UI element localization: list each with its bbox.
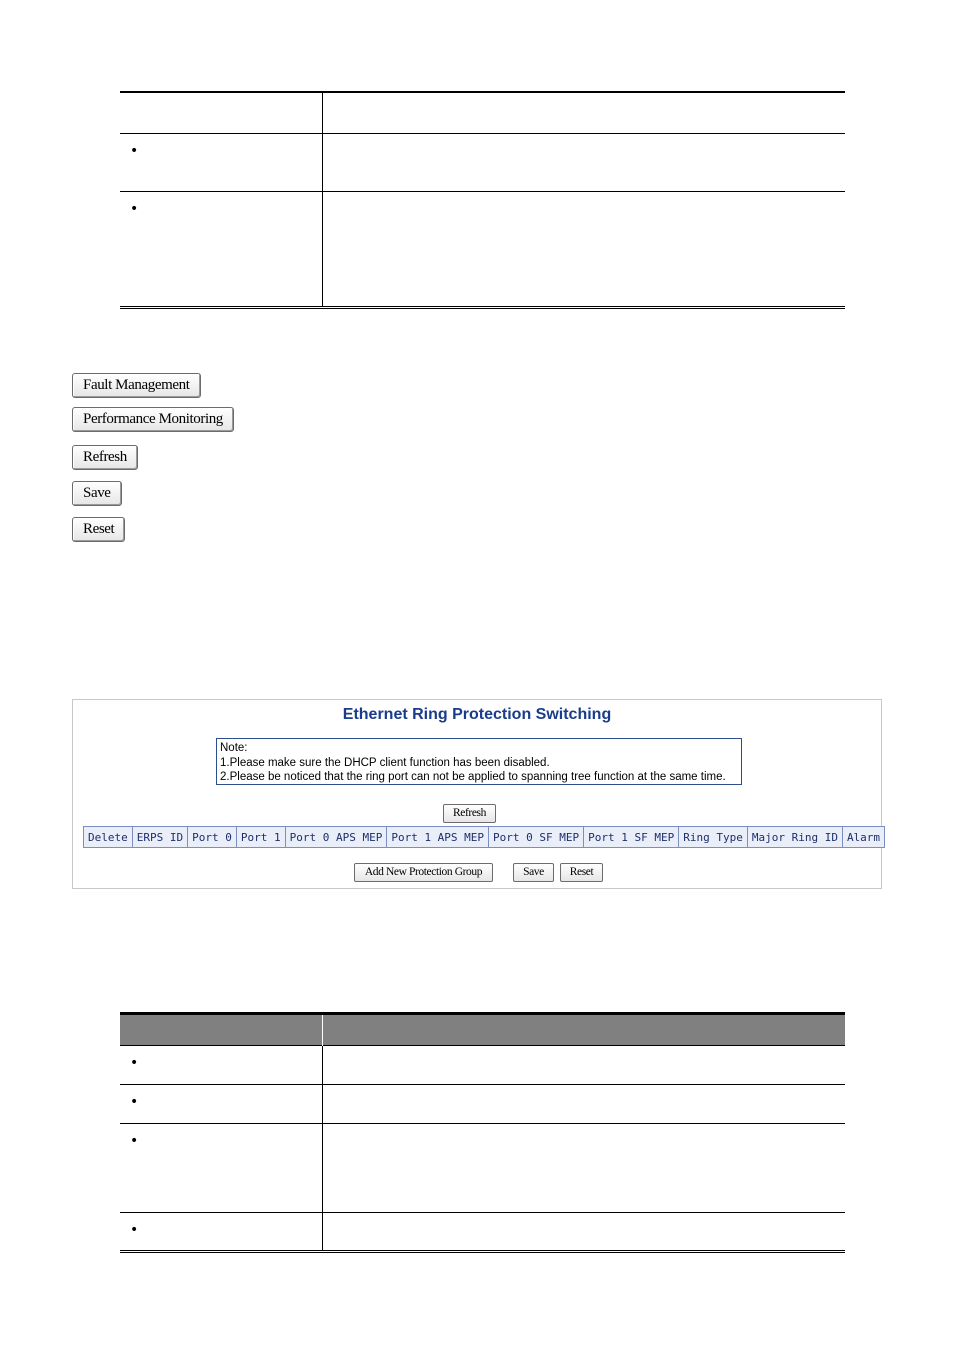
erps-table (83, 826, 885, 848)
bullet-icon: • (130, 1094, 139, 1110)
bullet-icon: • (130, 201, 139, 217)
add-protection-group-button[interactable]: Add New Protection Group (354, 863, 493, 882)
column-header-ring-type: Ring Type (679, 827, 748, 848)
column-header-port-1-aps-mep: Port 1 APS MEP (387, 827, 489, 848)
parameter-table-bottom (120, 1012, 845, 1253)
column-header-port-1-sf-mep: Port 1 SF MEP (584, 827, 679, 848)
bullet-icon: • (130, 1222, 139, 1238)
table-row (120, 1046, 845, 1085)
column-header-port-0-aps-mep: Port 0 APS MEP (285, 827, 387, 848)
erps-reset-button[interactable]: Reset (560, 863, 603, 882)
page-title: Ethernet Ring Protection Switching (342, 706, 612, 723)
note-line-1: 1.Please make sure the DHCP client function has been disabled. (220, 756, 550, 769)
table-row (120, 1213, 845, 1252)
bullet-icon: • (130, 1055, 139, 1071)
column-header-port-1: Port 1 (236, 827, 285, 848)
note-box (216, 738, 742, 785)
table-row (120, 192, 845, 308)
refresh-button[interactable]: Refresh (72, 445, 138, 470)
column-header-port-0: Port 0 (188, 827, 237, 848)
column-header-major-ring-id: Major Ring ID (747, 827, 842, 848)
save-button[interactable]: Save (72, 481, 122, 506)
erps-save-button[interactable]: Save (513, 863, 554, 882)
erps-refresh-button[interactable]: Refresh (443, 804, 496, 823)
table-row (120, 1085, 845, 1124)
column-header-erps-id: ERPS ID (132, 827, 187, 848)
table-row (120, 134, 845, 192)
note-heading: Note: (220, 742, 248, 754)
bullet-icon: • (130, 1133, 139, 1149)
note-line-2: 2.Please be noticed that the ring port can not be applied to spanning tree function at the same time. (220, 771, 726, 783)
fault-management-button[interactable]: Fault Management (72, 373, 201, 398)
bullet-icon: • (130, 143, 139, 159)
reset-button[interactable]: Reset (72, 517, 125, 542)
table-row (120, 92, 845, 134)
column-header-alarm: Alarm (842, 827, 884, 848)
column-header-port-0-sf-mep: Port 0 SF MEP (489, 827, 584, 848)
table-header-row (120, 1014, 845, 1046)
table-header-row (84, 827, 885, 848)
performance-monitoring-button[interactable]: Performance Monitoring (72, 407, 234, 432)
parameter-table-top (120, 91, 845, 309)
erps-panel (72, 699, 882, 889)
table-row (120, 1124, 845, 1213)
column-header-delete: Delete (84, 827, 133, 848)
